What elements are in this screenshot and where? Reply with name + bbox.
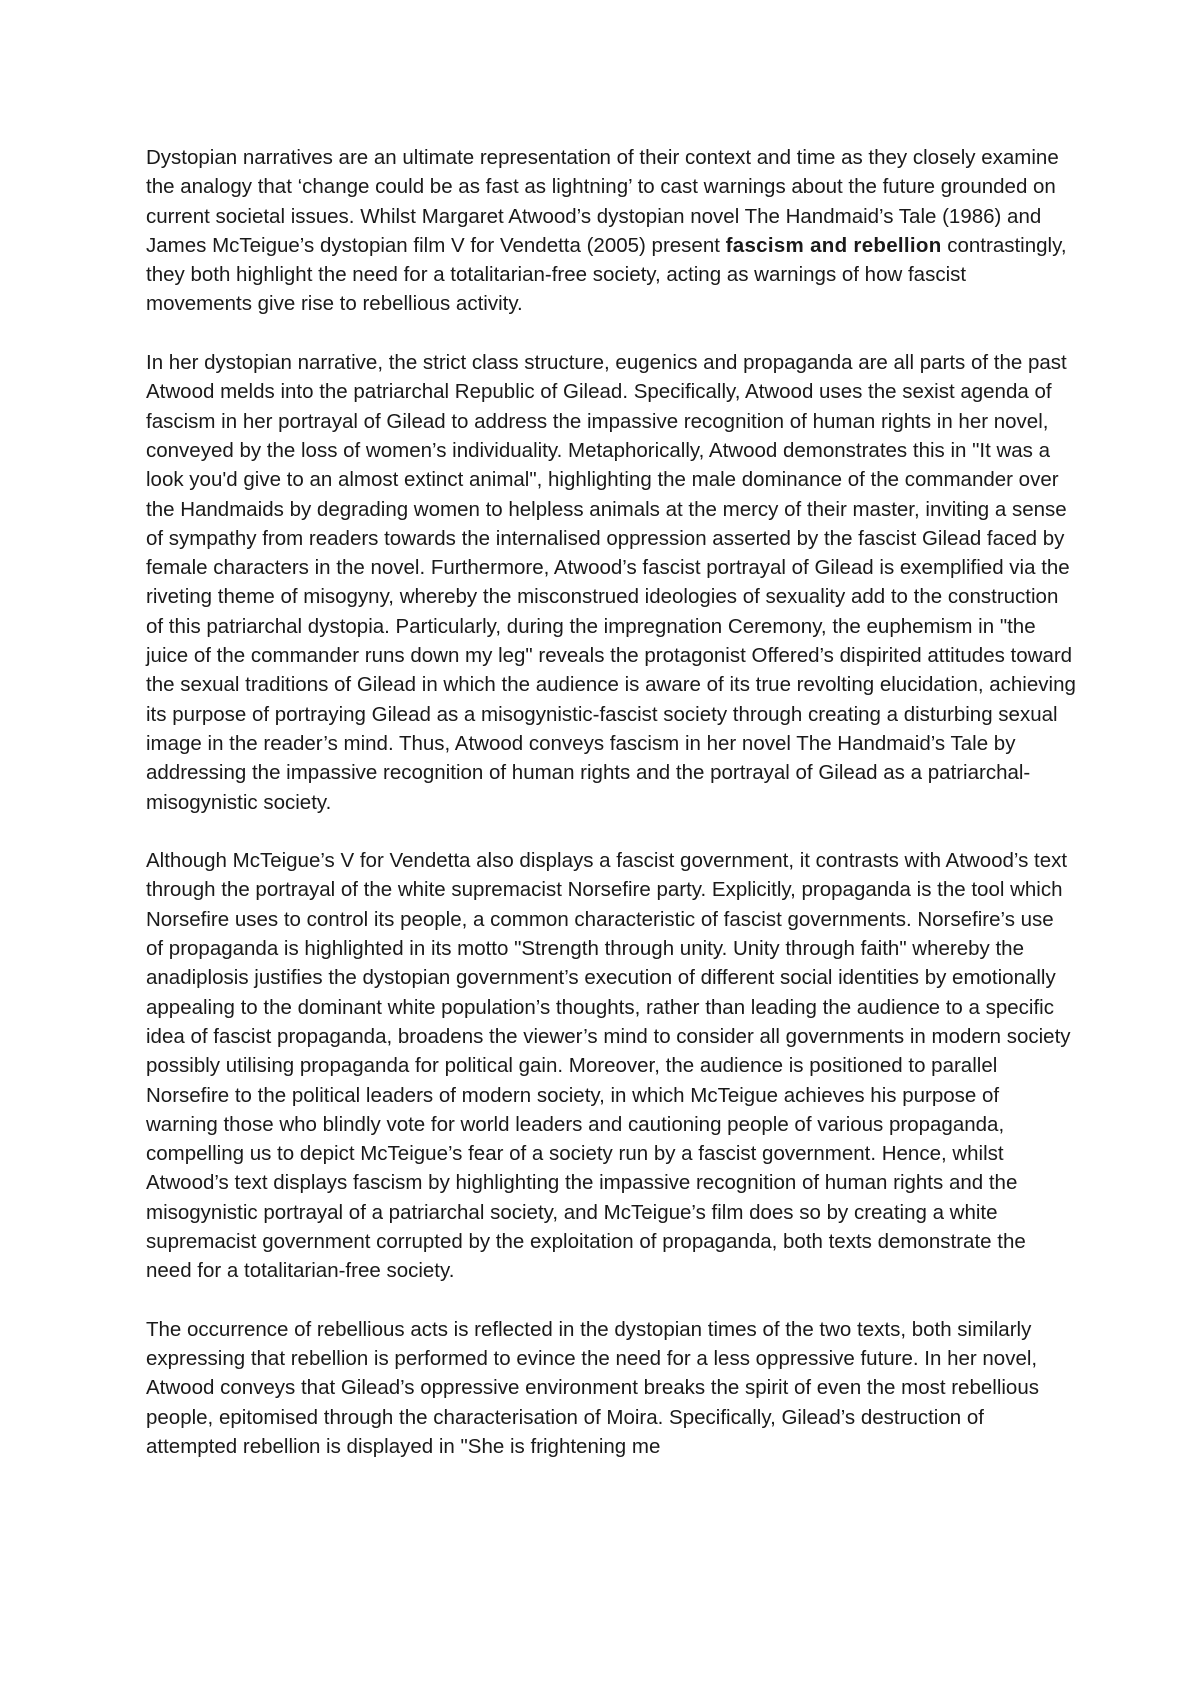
intro-text-before: Dystopian narratives are an ultimate representation of their context and time as they closely examine the analogy that ‘change could be as fast as lightning’ to cast warnings about the future grounded on current societal issues. Whilst Margaret Atwood’s dystopian novel The Handmaid’s Tale (1986) and James McTeigue’s dystopian film V for Vendetta (2005) present: [146, 146, 1059, 257]
paragraph-rebellion: The occurrence of rebellious acts is reflected in the dystopian times of the two texts, both similarly expressing that rebellion is performed to evince the need for a less oppressive future. In her novel, Atwood conveys that Gilead’s oppressive environment breaks the spirit of even the most rebellious people, epitomised through the characterisation of Moira. Specifically, Gilead’s destruction of attempted rebellion is displayed in "She is frightening me: [146, 1317, 1039, 1459]
paragraph-introduction: [146, 143, 1076, 319]
paragraph-atwood-fascism: In her dystopian narrative, the strict class structure, eugenics and propaganda are all parts of the past Atwood melds into the patriarchal Republic of Gilead. Specifically, Atwood uses the sexist agenda of fascism in her portrayal of Gilead to address the impassive recognition of human rights in her novel, conveyed by the loss of women’s individuality. Metaphorically, Atwood demonstrates this in "It was a look you'd give to an almost extinct animal", highlighting the male dominance of the commander over the Handmaids by degrading women to helpless animals at the mercy of their master, inviting a sense of sympathy from readers towards the internalised oppression asserted by the fascist Gilead faced by female characters in the novel. Furthermore, Atwood’s fascist portrayal of Gilead is exemplified via the riveting theme of misogyny, whereby the misconstrued ideologies of sexuality add to the construction of this patriarchal dystopia. Particularly, during the impregnation Ceremony, the euphemism in "the juice of the commander runs down my leg" reveals the protagonist Offered’s dispirited attitudes toward the sexual traditions of Gilead in which the audience is aware of its true revolting elucidation, achieving its purpose of portraying Gilead as a misogynistic-fascist society through creating a disturbing sexual image in the reader’s mind. Thus, Atwood conveys fascism in her novel The Handmaid’s Tale by addressing the impassive recognition of human rights and the portrayal of Gilead as a patriarchal-misogynistic society.: [146, 351, 1076, 814]
paragraph-mcteigue-fascism: Although McTeigue’s V for Vendetta also displays a fascist government, it contrasts with Atwood’s text through the portrayal of the white supremacist Norsefire party. Explicitly, propaganda is the tool which Norsefire uses to control its people, a common characteristic of fascist governments. Norsefire’s use of propaganda is highlighted in its motto "Strength through unity. Unity through faith" whereby the anadiplosis justifies the dystopian government’s execution of different social identities by emotionally appealing to the dominant white population’s thoughts, rather than leading the audience to a specific idea of fascist propaganda, broadens the viewer’s mind to consider all governments in modern society possibly utilising propaganda for political gain. Moreover, the audience is positioned to parallel Norsefire to the political leaders of modern society, in which McTeigue achieves his purpose of warning those who blindly vote for world leaders and cautioning people of various propaganda, compelling us to depict McTeigue’s fear of a society run by a fascist government. Hence, whilst Atwood’s text displays fascism by highlighting the impassive recognition of human rights and the misogynistic portrayal of a patriarchal society, and McTeigue’s film does so by creating a white supremacist government corrupted by the exploitation of propaganda, both texts demonstrate the need for a totalitarian-free society.: [146, 849, 1071, 1283]
intro-text-after: contrastingly, they both highlight the need for a totalitarian-free society, acting as warnings of how fascist movements give rise to rebellious activity.: [146, 233, 1067, 316]
intro-bold-phrase: fascism and rebellion: [725, 233, 942, 257]
document-body: [146, 143, 1076, 1461]
